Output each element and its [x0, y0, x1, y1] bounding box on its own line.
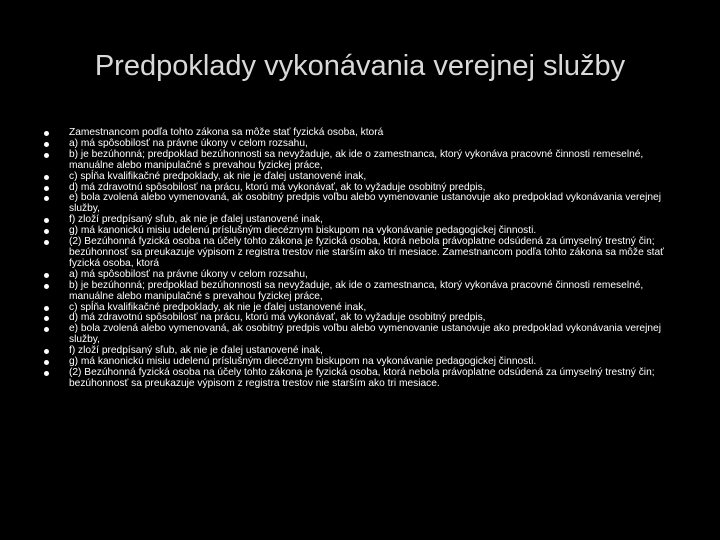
bullet-text: g) má kanonickú misiu udelenú príslušným diecéznym biskupom na vykonávanie pedagogickej činnosti. [69, 356, 537, 368]
bullet-text: f) zloží predpísaný sľub, ak nie je ďalej ustanovené inak, [69, 214, 323, 226]
bullet-text: e) bola zvolená alebo vymenovaná, ak osobitný predpis voľbu alebo vymenovanie ustanovuje ako predpoklad vykonávania verejnej služby, [69, 192, 661, 215]
bullet-text: g) má kanonickú misiu udelenú príslušným diecéznym biskupom na vykonávanie pedagogickej činnosti. [69, 225, 537, 237]
bullet-dot-icon [44, 349, 49, 354]
bullet-dot-icon [44, 229, 49, 234]
bullet-list [44, 128, 674, 390]
bullet-text: c) spĺňa kvalifikačné predpoklady, ak nie je ďalej ustanovené inak, [69, 301, 367, 313]
bullet-text: c) spĺňa kvalifikačné predpoklady, ak nie je ďalej ustanovené inak, [69, 170, 367, 182]
bullet-item [44, 237, 674, 270]
bullet-dot-icon [44, 316, 49, 321]
bullet-item [44, 150, 674, 172]
bullet-item [44, 324, 674, 346]
bullet-text: f) zloží predpísaný sľub, ak nie je ďalej ustanovené inak, [69, 345, 323, 357]
bullet-text: b) je bezúhonná; predpoklad bezúhonnosti sa nevyžaduje, ak ide o zamestnanca, ktorý vykonáva pracovné činnosti remeselné, manuálne alebo manipulačné s prevahou fyzickej práce, [69, 279, 644, 302]
bullet-dot-icon [44, 153, 49, 158]
bullet-text: e) bola zvolená alebo vymenovaná, ak osobitný predpis voľbu alebo vymenovanie ustanovuje ako predpoklad vykonávania verejnej služby, [69, 323, 661, 346]
bullet-text: d) má zdravotnú spôsobilosť na prácu, ktorú má vykonávať, ak to vyžaduje osobitný predpis, [69, 181, 486, 193]
bullet-dot-icon [44, 186, 49, 191]
bullet-dot-icon [44, 273, 49, 278]
bullet-text: a) má spôsobilosť na právne úkony v celom rozsahu, [69, 268, 308, 280]
bullet-dot-icon [44, 196, 49, 201]
bullet-dot-icon [44, 327, 49, 332]
bullet-text: b) je bezúhonná; predpoklad bezúhonnosti sa nevyžaduje, ak ide o zamestnanca, ktorý vykonáva pracovné činnosti remeselné, manuálne alebo manipulačné s prevahou fyzickej práce, [69, 148, 644, 171]
bullet-dot-icon [44, 142, 49, 147]
bullet-dot-icon [44, 284, 49, 289]
bullet-text: (2) Bezúhonná fyzická osoba na účely tohto zákona je fyzická osoba, ktorá nebola právoplatne odsúdená za úmyselný trestný čin; bezúhonnosť sa preukazuje výpisom z registra trestov nie starším ako tri mesiace. [69, 366, 655, 389]
bullet-dot-icon [44, 371, 49, 376]
bullet-dot-icon [44, 240, 49, 245]
bullet-text: a) má spôsobilosť na právne úkony v celom rozsahu, [69, 137, 308, 149]
bullet-text: d) má zdravotnú spôsobilosť na prácu, ktorú má vykonávať, ak to vyžaduje osobitný predpis, [69, 312, 486, 324]
slide-title: Predpoklady vykonávania verejnej služby [94, 50, 626, 82]
bullet-text: Zamestnancom podľa tohto zákona sa môže stať fyzická osoba, ktorá [69, 127, 384, 138]
bullet-dot-icon [44, 175, 49, 180]
bullet-dot-icon [44, 131, 49, 136]
bullet-item [44, 281, 674, 303]
bullet-item [44, 172, 674, 183]
bullet-item [44, 193, 674, 215]
bullet-item [44, 368, 674, 390]
bullet-dot-icon [44, 218, 49, 223]
bullet-dot-icon [44, 306, 49, 311]
bullet-dot-icon [44, 360, 49, 365]
bullet-text: (2) Bezúhonná fyzická osoba na účely tohto zákona je fyzická osoba, ktorá nebola právoplatne odsúdená za úmyselný trestný čin; bezúhonnosť sa preukazuje výpisom z registra trestov nie starším ako tri mesiace. Zamestnancom podľa tohto zákona sa môže stať fyzická osoba, ktorá [69, 236, 664, 269]
